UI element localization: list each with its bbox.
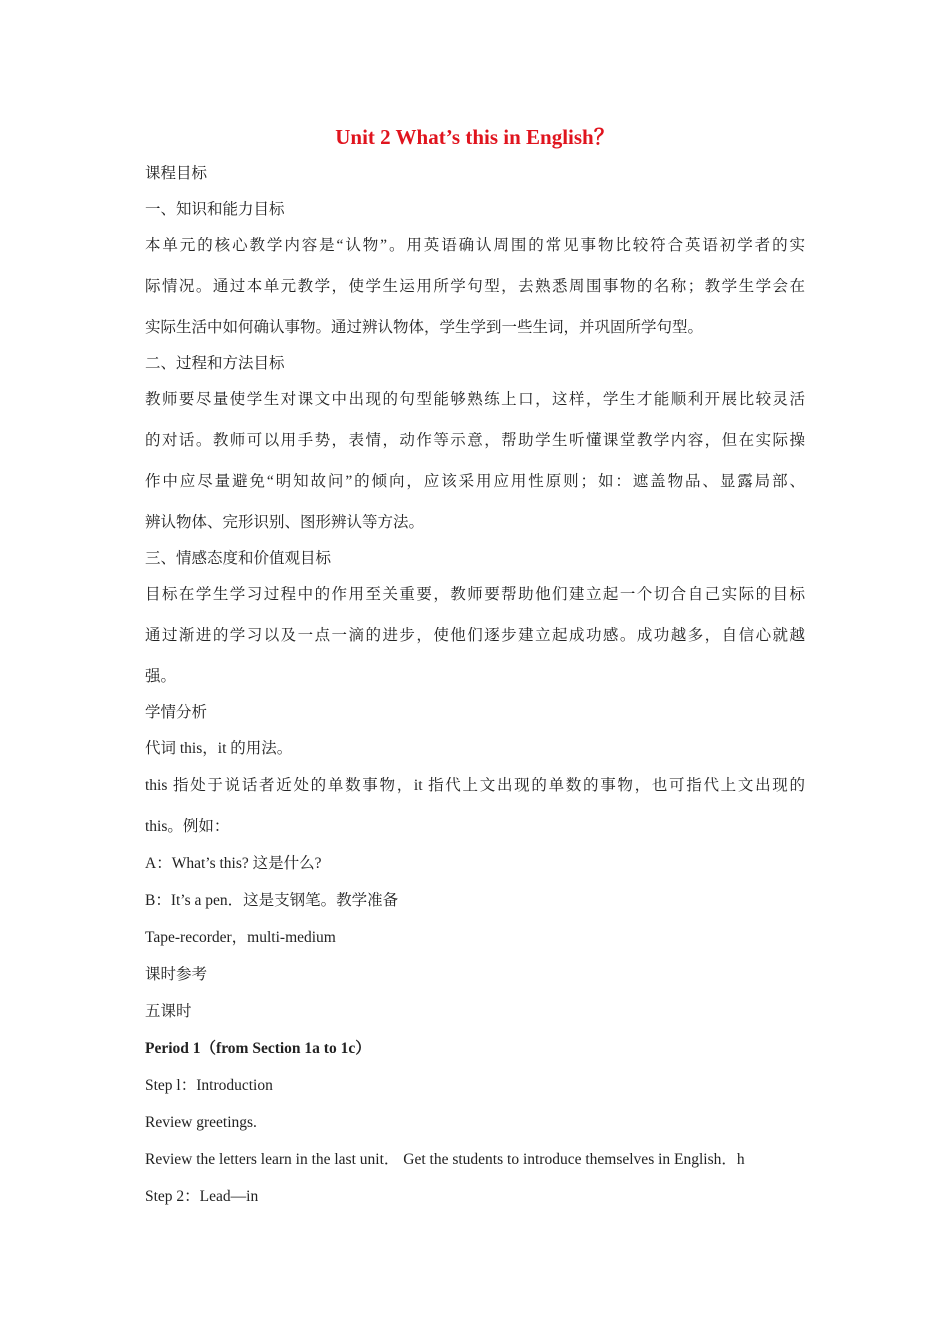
paragraph-line: 目标在学生学习过程中的作用至关重要，教师要帮助他们建立起一个切合自己实际的目标 bbox=[145, 586, 805, 603]
paragraph-line: 实际生活中如何确认事物。通过辨认物体，学生学到一些生词，并巩固所学句型。 bbox=[145, 319, 704, 336]
section-heading-knowledge-goals: 一、知识和能力目标 bbox=[145, 201, 285, 218]
dialogue-line-a: A：What’s this? 这是什么? bbox=[145, 855, 322, 872]
section-heading-course-goals: 课程目标 bbox=[145, 165, 208, 182]
paragraph-line: 的对话。教师可以用手势，表情，动作等示意，帮助学生听懂课堂教学内容，但在实际操 bbox=[145, 432, 805, 449]
lesson-count-line: 五课时 bbox=[145, 1003, 192, 1020]
paragraph-line: 教师要尽量使学生对课文中出现的句型能够熟练上口，这样，学生才能顺利开展比较灵活 bbox=[145, 391, 805, 408]
step-heading-1: Step l：Introduction bbox=[145, 1077, 273, 1094]
step-heading-2: Step 2：Lead—in bbox=[145, 1188, 259, 1205]
section-heading-student-analysis: 学情分析 bbox=[145, 704, 208, 721]
paragraph-line: 强。 bbox=[145, 668, 177, 685]
paragraph-line: 际情况。通过本单元教学，使学生运用所学句型，去熟悉周围事物的名称；教学生学会在 bbox=[145, 278, 805, 295]
section-heading-lesson-reference: 课时参考 bbox=[145, 966, 208, 983]
paragraph-line: 代词 this，it 的用法。 bbox=[145, 740, 293, 757]
document-title: Unit 2 What’s this in English？ bbox=[335, 125, 615, 149]
period-heading: Period 1（from Section 1a to 1c） bbox=[145, 1040, 371, 1057]
paragraph-line: 本单元的核心教学内容是“认物”。用英语确认周围的常见事物比较符合英语初学者的实 bbox=[145, 237, 805, 254]
paragraph-line: 通过渐进的学习以及一点一滴的进步，使他们逐步建立起成功感。成功越多，自信心就越 bbox=[145, 627, 805, 644]
paragraph-line: 辨认物体、完形识别、图形辨认等方法。 bbox=[145, 514, 425, 531]
paragraph-line: this 指处于说话者近处的单数事物，it 指代上文出现的单数的事物，也可指代上文出现的 bbox=[145, 777, 805, 794]
step-detail-line: Review the letters learn in the last unit． Get the students to introduce themselves in English．h bbox=[145, 1151, 745, 1168]
paragraph-line: 作中应尽量避免“明知故问”的倾向，应该采用应用性原则；如：遮盖物品、显露局部、 bbox=[145, 473, 805, 490]
section-heading-emotion-goals: 三、情感态度和价值观目标 bbox=[145, 550, 332, 567]
paragraph-line: this。例如： bbox=[145, 818, 230, 835]
section-heading-process-goals: 二、过程和方法目标 bbox=[145, 355, 285, 372]
step-detail-line: Review greetings. bbox=[145, 1114, 257, 1131]
dialogue-line-b: B：It’s a pen．这是支钢笔。教学准备 bbox=[145, 892, 399, 909]
materials-line: Tape-recorder，multi-medium bbox=[145, 929, 336, 946]
